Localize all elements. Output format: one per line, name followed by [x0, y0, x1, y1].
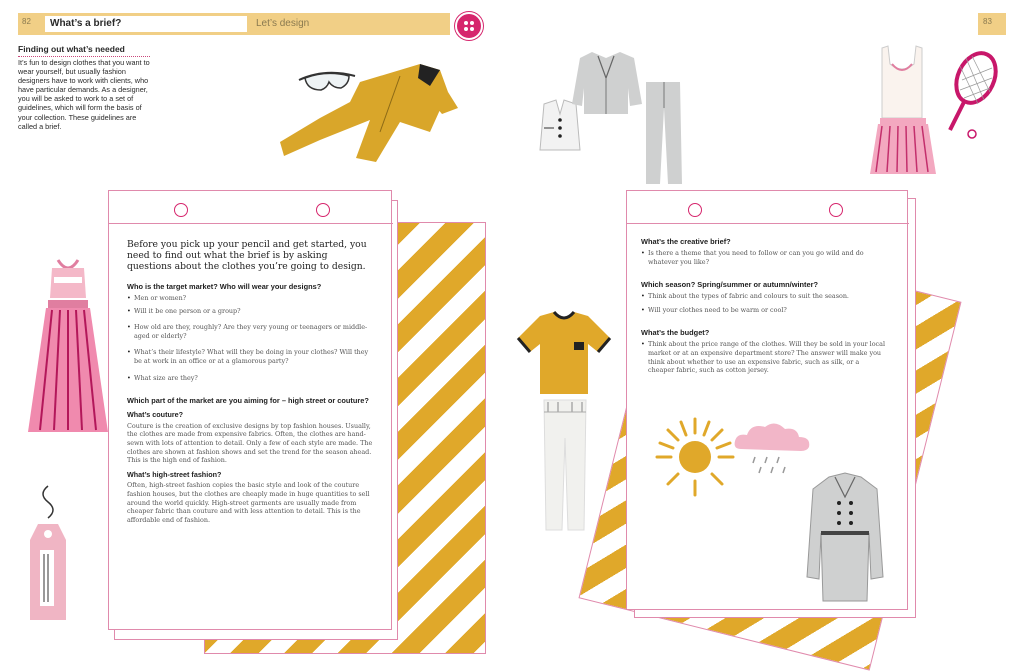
- trench-coat-icon: [805, 473, 885, 603]
- paragraph: Often, high-street fashion copies the basic style and look of the couture fashion houses, but the clothes are cheaply made in huge quantities to sell around the world quickly. High-street garments are usually made from cheaper fabric than couture and with less attention to detail. This is the affordable end of fashion.: [127, 481, 370, 524]
- card-front-right: [626, 190, 908, 610]
- card-hole: [688, 203, 702, 217]
- tennis-racket-icon: [936, 50, 1000, 160]
- subheading: What’s high-street fashion?: [127, 469, 222, 479]
- boiler-suit-icon: [280, 62, 480, 172]
- halter-dress-icon: [24, 258, 114, 438]
- card-hole: [316, 203, 330, 217]
- page-title: What’s a brief?: [45, 16, 247, 32]
- section-title: Let’s design: [256, 18, 310, 29]
- question-heading: Which part of the market are you aiming for – high street or couture?: [127, 396, 369, 406]
- rain-cloud-icon: [731, 421, 821, 481]
- left-card-content: [127, 239, 375, 530]
- question-heading: What’s the budget?: [641, 328, 710, 338]
- bullet: • Is there a theme that you need to follow or can you go wild and do whatever you like?: [641, 249, 885, 266]
- question-heading: What’s the creative brief?: [641, 237, 731, 246]
- subheading: What’s couture?: [127, 410, 184, 420]
- sun-icon: [655, 417, 735, 497]
- bullet: • Men or women?: [127, 294, 375, 303]
- bullet: • Will your clothes need to be warm or cool?: [641, 306, 885, 315]
- intro-heading: Finding out what’s needed: [18, 44, 150, 57]
- bullet: • What’s their lifestyle? What will they be doing in your clothes? Will they be at work in an office or at a glamorous party?: [127, 348, 375, 365]
- page-number-right: 83: [983, 17, 992, 26]
- card-lead: Before you pick up your pencil and get started, you need to find out what the brief is by asking questions about the clothes you’re going to design.: [127, 239, 367, 272]
- bullet: • How old are they, roughly? Are they very young or teenagers or middle-aged or elderly?: [127, 323, 375, 340]
- tennis-dress-icon: [870, 44, 940, 176]
- tshirt-icon: [518, 312, 610, 396]
- jacket-icon: [572, 48, 644, 120]
- card-hole: [174, 203, 188, 217]
- page-number-left: 82: [22, 17, 31, 26]
- trousers-icon: [644, 80, 684, 186]
- card-front-left: [108, 190, 392, 630]
- bullet: • Think about the price range of the clothes. Will they be sold in your local market or at an expensive department store? The answer will make you think about whether to use an expensive fabric, such as silk, or a cheaper fabric, such as cotton jersey.: [641, 340, 885, 374]
- jeans-icon: [540, 398, 590, 532]
- button-icon: [455, 12, 483, 40]
- paragraph: Couture is the creation of exclusive designs by top fashion houses. Usually, the clothes are made from expensive fabrics. Often, the clothes are hand-sewn with lots of attention to detail. Only a few of each style are made. The clothes are shown at fashion shows and set the trend for the season ahead. This is the high end of fashion.: [127, 421, 373, 465]
- bullet: • What size are they?: [127, 374, 375, 383]
- intro-text: It’s fun to design clothes that you want to wear yourself, but usually fashion designers have to work with clients, who have particular demands. As a designer, you will be asked to work to a set of guidelines, which will form the basis of your collection. These guidelines are called a brief.: [18, 58, 150, 131]
- question-heading: Who is the target market? Who will wear your designs?: [127, 282, 322, 291]
- question-heading: Which season? Spring/summer or autumn/winter?: [641, 280, 818, 290]
- card-hole: [829, 203, 843, 217]
- bullet: • Will it be one person or a group?: [127, 307, 375, 316]
- price-tag-icon: [30, 484, 70, 624]
- bullet: • Think about the types of fabric and colours to suit the season.: [641, 292, 885, 301]
- right-card-content: [641, 237, 885, 389]
